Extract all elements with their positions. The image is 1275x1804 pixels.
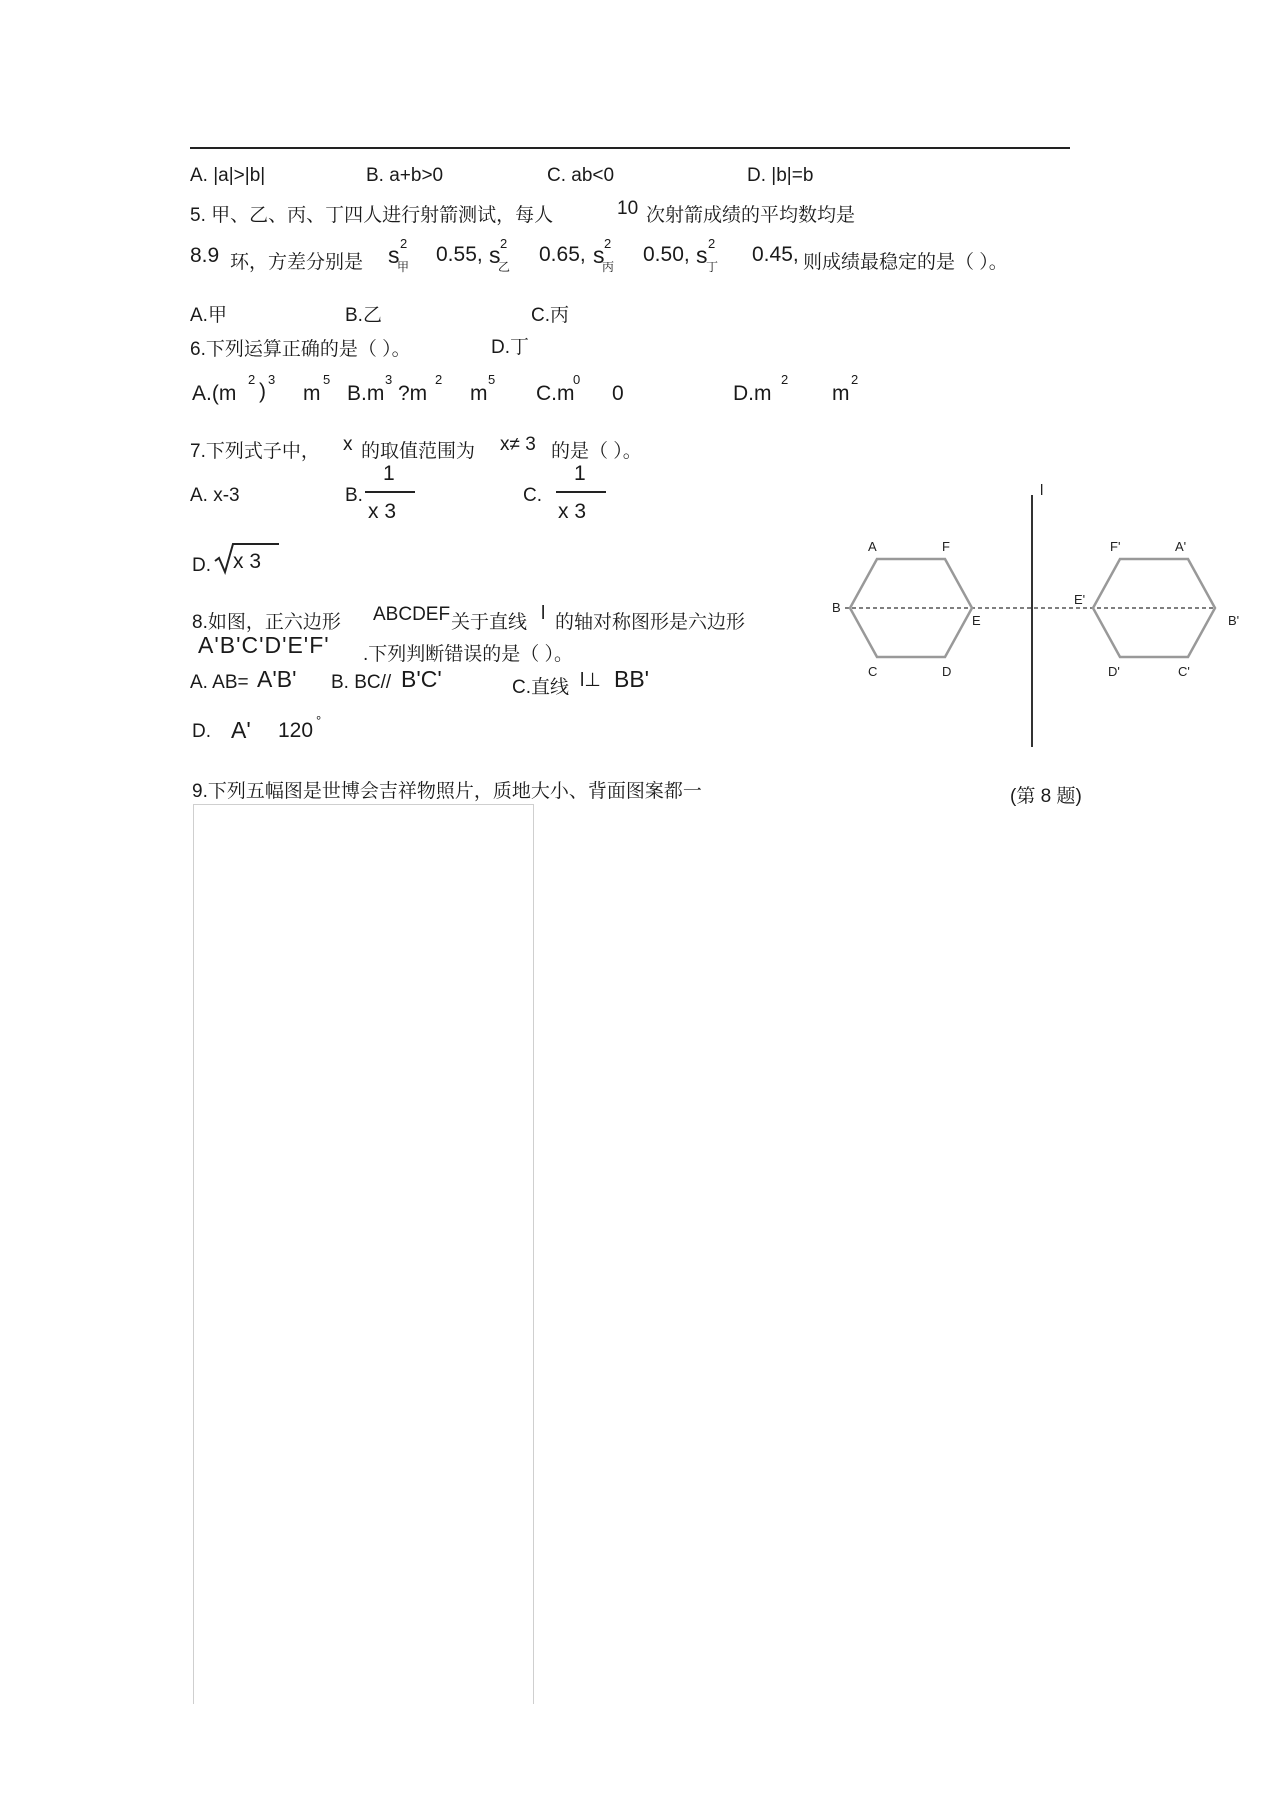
vertex-label-e: E — [972, 613, 981, 628]
vertex-label-d: D — [942, 664, 952, 679]
q7-stem-a: 7.下列式子中， — [190, 441, 320, 462]
vertex-label-c: C — [868, 664, 878, 679]
q7-option-c-label: C. — [523, 485, 542, 506]
q5-var-bing: 0.50, — [643, 243, 690, 266]
q7-stem-b: 的取值范围为 — [361, 441, 476, 462]
q8-stem-b: 关于直线 — [451, 612, 528, 633]
q5-s-ding: s — [696, 242, 708, 268]
q7-option-b-denominator: x 3 — [368, 500, 397, 523]
q8-figure — [820, 475, 1250, 755]
q6-a-result: m — [303, 382, 321, 405]
q7-stem-c: 的是（ ）。 — [551, 441, 642, 462]
vertex-label-a-prime: A' — [1175, 539, 1187, 554]
q9-image-box-right — [533, 804, 534, 1704]
q5-stem-tail: 则成绩最稳定的是（ ）。 — [803, 252, 1008, 273]
q8-option-a-value: A'B' — [257, 666, 297, 692]
q7-option-d-radicand: x 3 — [233, 550, 262, 573]
q5-s-yi: s — [489, 242, 501, 268]
q5-sub-bing: 丙 — [602, 260, 615, 274]
q7-option-c-denominator: x 3 — [558, 500, 587, 523]
q7-option-b-label: B. — [345, 485, 363, 506]
q6-b-result: m — [470, 382, 488, 405]
q9-image-box-top — [193, 804, 533, 805]
q6-b-op: ?m — [398, 382, 428, 405]
q7-stem-cond: x≠ 3 — [500, 434, 536, 455]
q5-var-yi: 0.65, — [539, 243, 586, 266]
q4-option-a: A. |a|>|b| — [190, 165, 266, 186]
q6-c-exp: 0 — [573, 372, 581, 387]
q5-option-b: B.乙 — [345, 305, 382, 326]
q5-sq-bing: 2 — [604, 236, 612, 251]
q8-stem-a: 8.如图，正六边形 — [192, 612, 341, 633]
q4-option-c: C. ab<0 — [547, 165, 615, 186]
q5-sq-yi: 2 — [500, 236, 508, 251]
q6-c-base: C.m — [536, 382, 575, 405]
q8-figure-caption: (第 8 题) — [1010, 786, 1082, 807]
q6-d-result-exp: 2 — [851, 372, 859, 387]
q8-stem-d: .下列判断错误的是（ ）。 — [363, 644, 574, 665]
q7-option-a: A. x-3 — [190, 485, 240, 506]
q5-count: 10 — [617, 198, 639, 219]
q6-a-exp-inner: 2 — [248, 372, 256, 387]
q8-image-hexagon-name: A'B'C'D'E'F' — [198, 632, 330, 658]
q8-option-c-perp: l⊥ — [580, 670, 601, 691]
q5-sub-jia: 甲 — [397, 260, 410, 274]
q8-option-b-value: B'C' — [401, 666, 442, 692]
q5-s-jia: s — [388, 242, 400, 268]
q8-option-d-label: D. — [192, 721, 211, 742]
q5-var-jia: 0.55, — [436, 243, 483, 266]
q7-option-b-fraction-bar — [365, 491, 415, 493]
q5-stem-line1-tail: 次射箭成绩的平均数均是 — [646, 205, 856, 226]
q5-sq-ding: 2 — [708, 236, 716, 251]
vertex-label-e-prime: E' — [1074, 592, 1086, 607]
q5-sub-ding: 丁 — [706, 260, 719, 274]
q4-option-d: D. |b|=b — [747, 165, 814, 186]
header-rule — [190, 147, 1070, 149]
q8-option-b-label: B. BC// — [331, 672, 392, 693]
q5-stem-line2: 环，方差分别是 — [230, 252, 364, 273]
vertex-label-d-prime: D' — [1108, 664, 1120, 679]
vertex-label-c-prime: C' — [1178, 664, 1190, 679]
q6-b-exp1: 3 — [385, 372, 393, 387]
q5-option-a: A.甲 — [190, 305, 227, 326]
vertex-label-a: A — [868, 539, 877, 554]
q8-option-c-value: BB' — [614, 666, 650, 692]
q7-option-d-label: D. — [192, 555, 211, 576]
q5-var-ding: 0.45, — [752, 243, 799, 266]
q5-s-bing: s — [593, 242, 605, 268]
vertex-label-b-prime: B' — [1228, 613, 1240, 628]
q6-d-base: D.m — [733, 382, 772, 405]
q7-option-c-fraction-bar — [556, 491, 606, 493]
q5-option-c: C.丙 — [531, 305, 570, 326]
vertex-label-f-prime: F' — [1110, 539, 1121, 554]
q8-option-d-value: 120 — [278, 719, 314, 742]
q6-d-exp1: 2 — [781, 372, 789, 387]
q9-image-box-left — [193, 804, 194, 1704]
q4-option-b: B. a+b>0 — [366, 165, 444, 186]
q5-sq-jia: 2 — [400, 236, 408, 251]
q6-b-base: B.m — [347, 382, 385, 405]
q5-stem-line1: 5. 甲、乙、丙、丁四人进行射箭测试，每人 — [190, 205, 554, 226]
q8-option-d-degree: ° — [316, 713, 322, 728]
q7-option-c-numerator: 1 — [574, 462, 586, 485]
q5-average: 8.9 — [190, 244, 220, 267]
q6-stem: 6.下列运算正确的是（ ）。 — [190, 339, 411, 360]
q7-option-b-numerator: 1 — [383, 462, 395, 485]
q7-stem-x: x — [343, 434, 353, 455]
q6-c-result: 0 — [612, 382, 624, 405]
q6-a-paren: ) — [259, 380, 266, 403]
q6-a-result-exp: 5 — [323, 372, 331, 387]
q5-option-d: D.丁 — [491, 337, 530, 358]
q8-stem-l: l — [541, 603, 546, 624]
q8-option-a-label: A. AB= — [190, 672, 249, 693]
axis-label: l — [1040, 482, 1044, 499]
q8-stem-c: 的轴对称图形是六边形 — [555, 612, 746, 633]
q8-option-c-label: C.直线 — [512, 677, 570, 698]
q6-d-result: m — [832, 382, 850, 405]
q6-a-exp-outer: 3 — [268, 372, 276, 387]
q6-b-result-exp: 5 — [488, 372, 496, 387]
vertex-label-f: F — [942, 539, 950, 554]
q8-option-d-angle: A' — [231, 717, 251, 743]
q6-a-base: A.(m — [192, 382, 237, 405]
q6-b-exp2: 2 — [435, 372, 443, 387]
q5-sub-yi: 乙 — [498, 260, 511, 274]
q8-hexagon-name: ABCDEF — [373, 604, 451, 625]
q9-stem: 9.下列五幅图是世博会吉祥物照片，质地大小、背面图案都一 — [192, 781, 702, 802]
vertex-label-b: B — [832, 600, 841, 615]
